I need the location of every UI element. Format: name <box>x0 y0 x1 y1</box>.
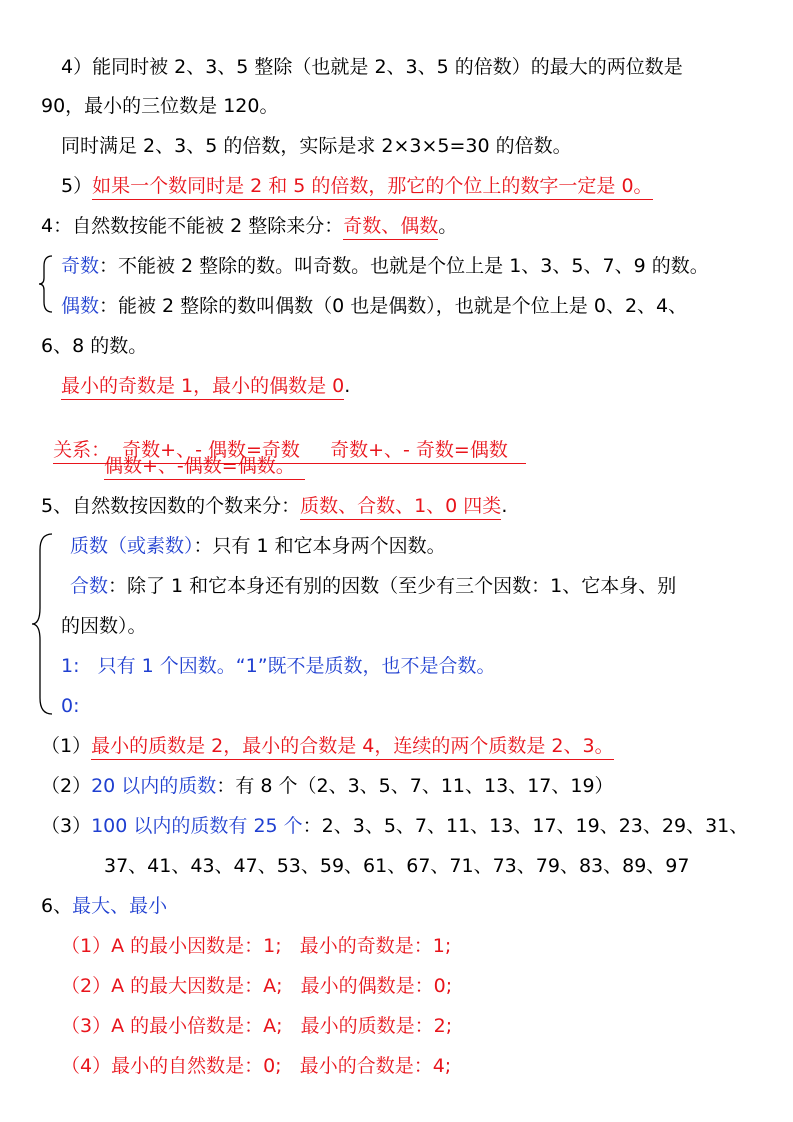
text-line-13 <box>70 534 446 558</box>
composite-definition: ：除了 1 和它本身还有别的因数（至少有三个因数：1、它本身、别 <box>108 575 677 597</box>
text-line-16: 1: 只有 1 个因数。“1”既不是质数，也不是合数。 <box>61 655 496 677</box>
text-line-26: （4）最小的自然数是：0; 最小的合数是：4; <box>61 1055 452 1077</box>
text-line-8: 6、8 的数。 <box>41 335 148 357</box>
prime-definition: ：只有 1 和它本身两个因数。 <box>193 535 446 557</box>
line5-suffix: 。 <box>438 215 458 237</box>
odd-term: 奇数 <box>61 255 100 277</box>
text-line-24: （2）A 的最大因数是：A; 最小的偶数是：0; <box>61 975 453 997</box>
text-line-1: 4）能同时被 2、3、5 整除（也就是 2、3、5 的倍数）的最大的两位数是 <box>61 56 683 78</box>
line9-highlight: 最小的奇数是 1，最小的偶数是 0 <box>61 375 344 400</box>
text-line-14 <box>70 574 676 598</box>
line20-prefix: （3） <box>41 815 92 837</box>
line22-prefix: 6、 <box>41 895 73 917</box>
odd-definition: ：不能被 2 整除的数。叫奇数。也就是个位上是 1、3、5、7、9 的数。 <box>99 255 709 277</box>
composite-term: 合数 <box>70 575 109 597</box>
line19-prefix: （2） <box>41 775 92 797</box>
text-line-5 <box>41 214 457 238</box>
line4-prefix: 5） <box>61 175 93 197</box>
text-line-15: 的因数）。 <box>61 615 147 637</box>
line22-blue: 最大、最小 <box>72 895 168 917</box>
text-line-25: （3）A 的最小倍数是：A; 最小的质数是：2; <box>61 1015 453 1037</box>
line9-suffix: . <box>344 375 351 397</box>
line18-highlight: 最小的质数是 2，最小的合数是 4，连续的两个质数是 2、3。 <box>91 735 613 760</box>
line20-blue: 100 以内的质数有 25 个 <box>91 815 303 837</box>
line4-highlight: 如果一个数同时是 2 和 5 的倍数，那它的个位上的数字一定是 0。 <box>92 175 652 200</box>
text-line-17: 0: <box>61 695 80 717</box>
even-definition: ：能被 2 整除的数叫偶数（0 也是偶数），也就是个位上是 0、2、4、 <box>99 295 688 317</box>
text-line-20 <box>41 814 748 838</box>
line19-rest: ：有 8 个（2、3、5、7、11、13、17、19） <box>216 775 614 797</box>
text-line-7 <box>61 294 687 318</box>
line19-blue: 20 以内的质数 <box>91 775 217 797</box>
relation-line: 关系： 奇数+、- 偶数=奇数 奇数+、- 奇数=偶数 <box>53 439 526 464</box>
line12-prefix: 5、自然数按因数的个数来分： <box>41 495 301 517</box>
brace-prime-composite <box>30 532 54 716</box>
line5-highlight: 奇数、偶数 <box>343 215 438 240</box>
brace-odd-even <box>38 254 54 314</box>
text-line-3: 同时满足 2、3、5 的倍数，实际是求 2×3×5=30 的倍数。 <box>61 135 572 157</box>
even-term: 偶数 <box>61 295 100 317</box>
line5-prefix: 4：自然数按能不能被 2 整除来分： <box>41 215 344 237</box>
prime-term: 质数（或素数） <box>70 535 194 557</box>
text-line-21: 37、41、43、47、53、59、61、67、71、73、79、83、89、97 <box>104 855 690 877</box>
text-line-22 <box>41 894 167 918</box>
text-line-18 <box>41 734 614 758</box>
text-line-2: 90，最小的三位数是 120。 <box>41 95 279 117</box>
text-line-12 <box>41 494 507 518</box>
text-line-9 <box>61 374 350 398</box>
text-line-11 <box>104 454 305 478</box>
line20-rest: ：2、3、5、7、11、13、17、19、23、29、31、 <box>302 815 749 837</box>
text-line-23: （1）A 的最小因数是：1; 最小的奇数是：1; <box>61 935 452 957</box>
text-line-19 <box>41 774 614 798</box>
line12-highlight: 质数、合数、1、0 四类 <box>300 495 501 520</box>
text-line-6 <box>61 254 709 278</box>
line12-suffix: . <box>501 495 508 517</box>
relation-line-2: 偶数+、-偶数=偶数。 <box>104 455 305 480</box>
line18-prefix: （1） <box>41 735 92 757</box>
text-line-4 <box>61 174 653 198</box>
